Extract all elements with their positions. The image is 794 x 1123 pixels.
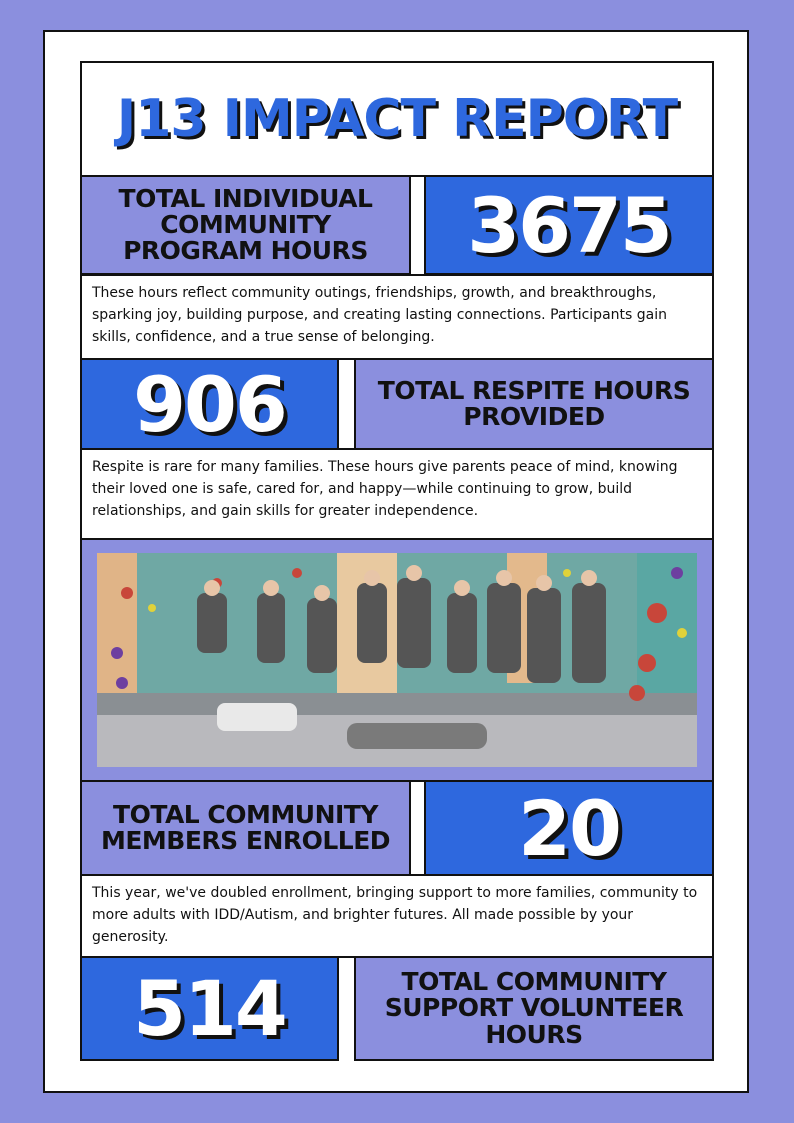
stat-members-enrolled-value: 20 xyxy=(424,780,714,876)
photo-frame xyxy=(80,538,714,782)
enrollment-description: This year, we've doubled enrollment, bringing support to more families, community to more adults with IDD/Autism, and brighter futures. All made possible by your generosity. xyxy=(80,874,714,958)
respite-description: Respite is rare for many families. These hours give parents peace of mind, knowing their loved one is safe, cared for, and happy—while continuing to grow, build relationships, and gain skills for greater independence. xyxy=(80,448,714,540)
report-title: J13 IMPACT REPORT xyxy=(80,61,714,177)
stat-program-hours-label: TOTAL INDIVIDUAL COMMUNITY PROGRAM HOURS xyxy=(80,175,411,275)
stat-members-enrolled-label: TOTAL COMMUNITY MEMBERS ENROLLED xyxy=(80,780,411,876)
stat-respite-hours-label: TOTAL RESPITE HOURS PROVIDED xyxy=(354,358,714,450)
stat-program-hours-value: 3675 xyxy=(424,175,714,275)
program-hours-description: These hours reflect community outings, friendships, growth, and breakthroughs, sparking joy, building purpose, and creating lasting connections. Participants gain skills, confidence, and a true sense of belonging. xyxy=(80,274,714,360)
stat-volunteer-hours-value: 514 xyxy=(80,956,339,1061)
stat-respite-hours-value: 906 xyxy=(80,358,339,450)
stat-volunteer-hours-label: TOTAL COMMUNITY SUPPORT VOLUNTEER HOURS xyxy=(354,956,714,1061)
group-climbing-photo xyxy=(97,553,697,767)
